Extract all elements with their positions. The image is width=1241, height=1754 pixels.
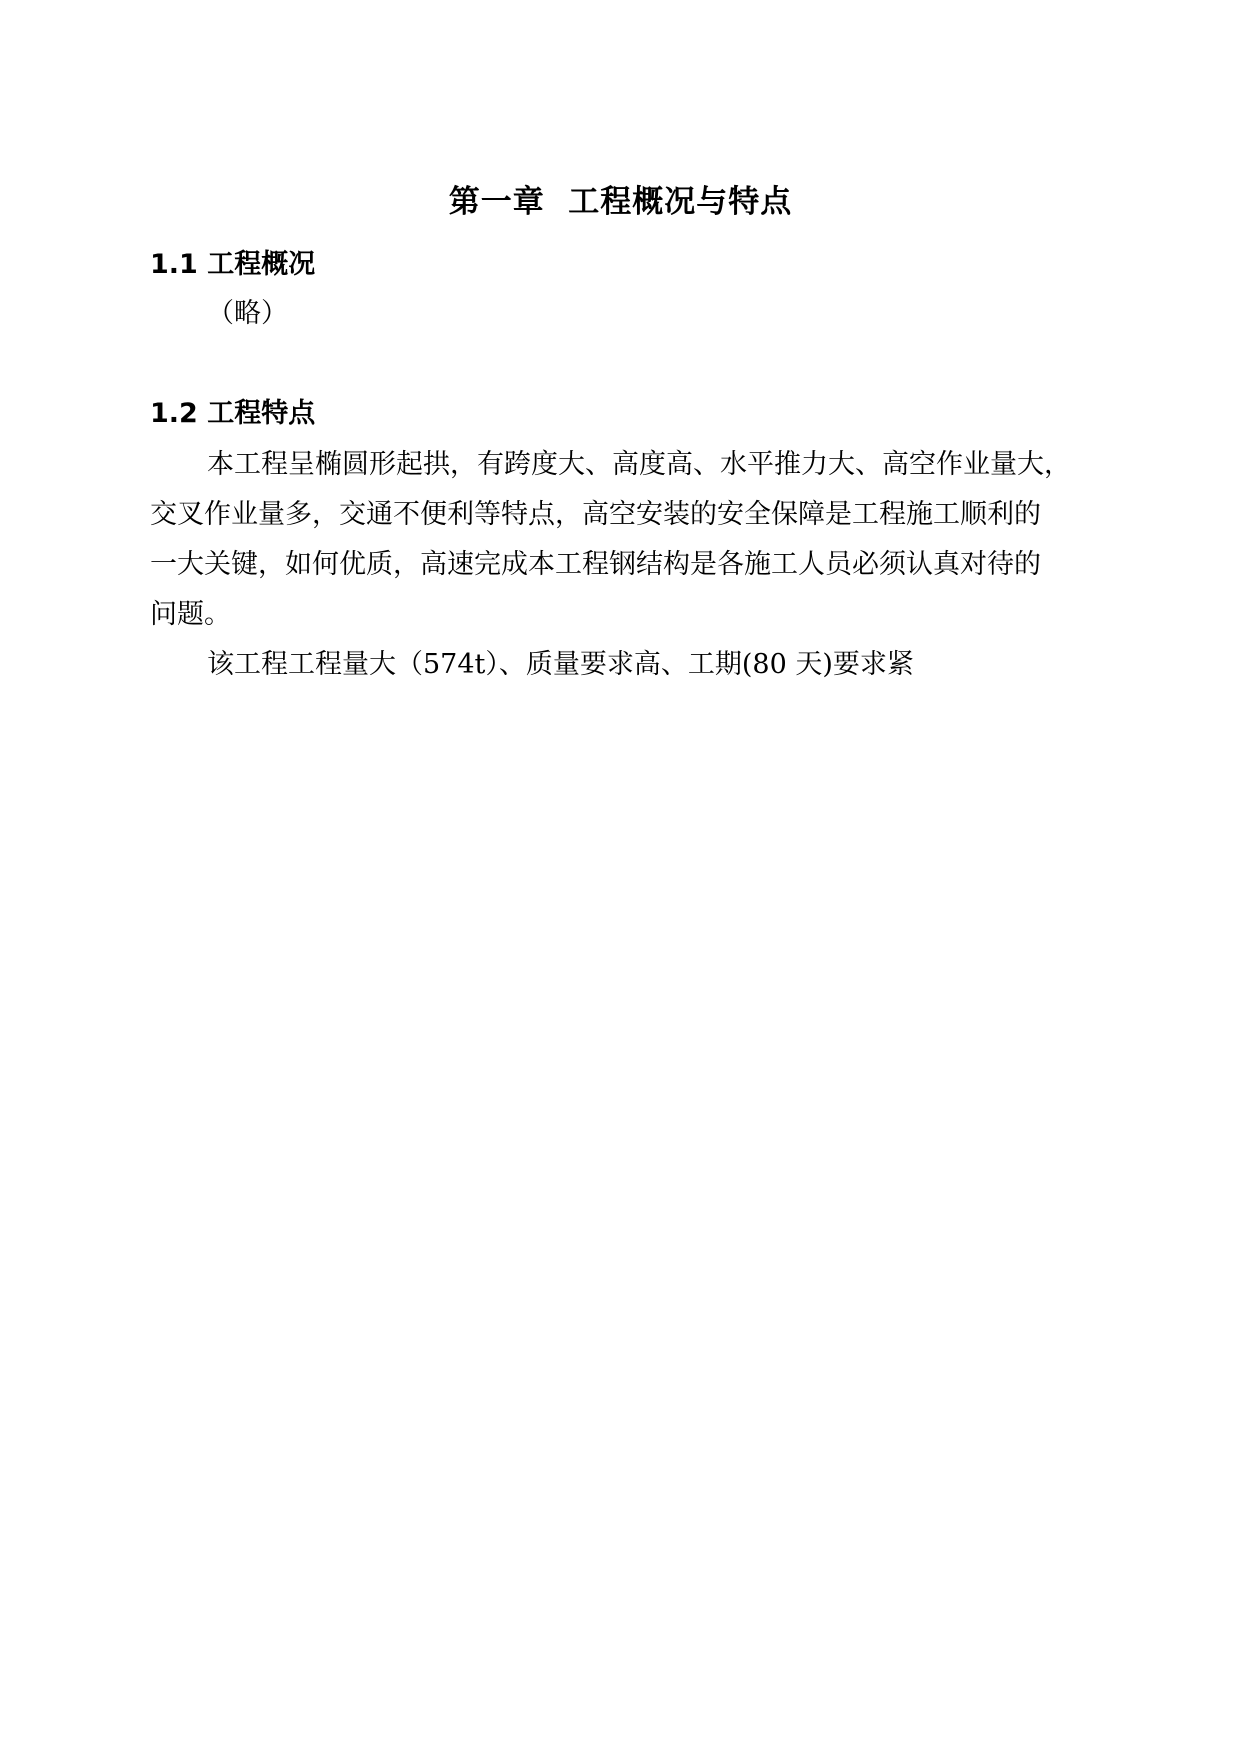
paragraph-line: 一大关键，如何优质，高速完成本工程钢结构是各施工人员必须认真对待的 bbox=[150, 549, 1041, 580]
paragraph-line: 该工程工程量大（574t）、质量要求高、工期(80 天)要求紧 bbox=[207, 649, 914, 680]
paragraph-line: 问题。 bbox=[150, 599, 231, 630]
paragraph-line: 本工程呈椭圆形起拱，有跨度大、高度高、水平推力大、高空作业量大， bbox=[207, 449, 1071, 480]
paragraph-line: 交叉作业量多，交通不便利等特点，高空安装的安全保障是工程施工顺利的 bbox=[150, 499, 1041, 530]
chapter-title: 第一章 工程概况与特点 bbox=[448, 184, 793, 220]
section-overview-body: （略） bbox=[207, 298, 288, 329]
section-heading-features: 1.2 工程特点 bbox=[150, 398, 316, 429]
section-heading-overview: 1.1 工程概况 bbox=[150, 249, 316, 280]
